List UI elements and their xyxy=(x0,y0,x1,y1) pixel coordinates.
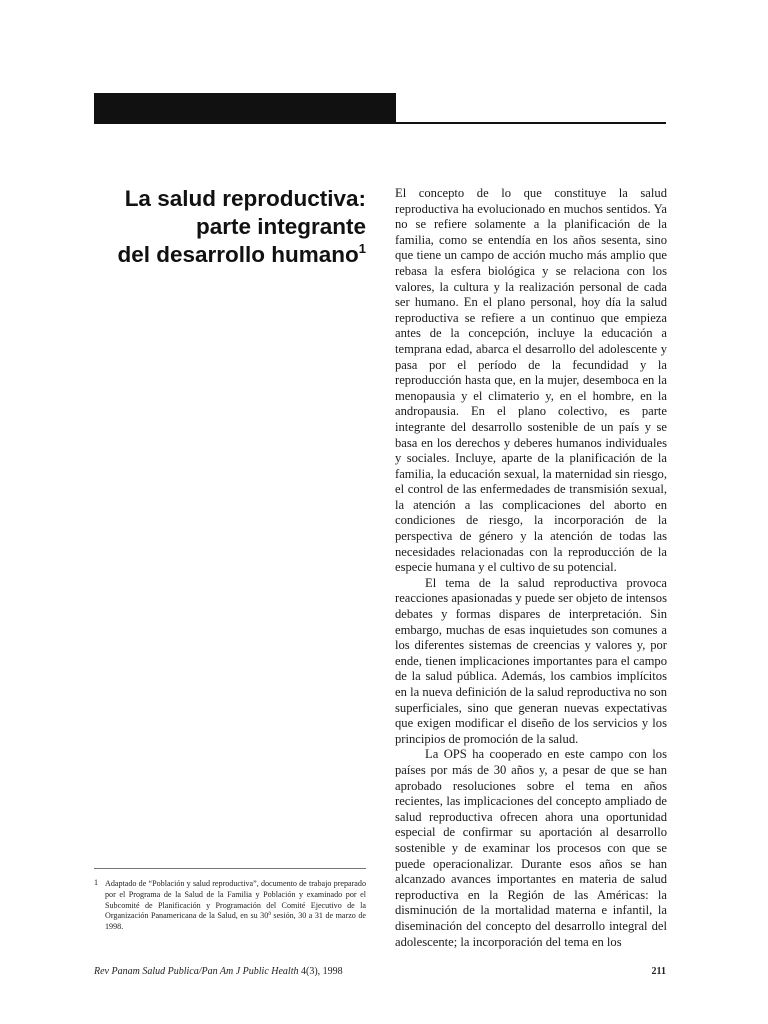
journal-citation xyxy=(94,966,343,977)
footnote-ordinal: a xyxy=(268,910,271,917)
header-rule xyxy=(94,122,666,124)
footnote-text-main: Adaptado de “Población y salud reproductiva”, documento de trabajo preparado por el Programa de la Salud de la Familia y Población y examinado por el Subcomité de Planificación y Programación del Comité Ejecutivo de la Organización Panamericana de la Salud, en su 30 xyxy=(105,879,366,921)
journal-volume: 4(3), 1998 xyxy=(298,966,343,977)
journal-name: Rev Panam Salud Publica/Pan Am J Public Health xyxy=(94,966,299,977)
footnote xyxy=(94,879,366,933)
page-number: 211 xyxy=(651,966,666,977)
title-line-1: La salud reproductiva: xyxy=(124,186,366,211)
header-black-bar xyxy=(94,93,396,124)
title-line-2: parte integrante xyxy=(195,214,366,239)
footnote-text xyxy=(105,879,366,933)
footnote-rule xyxy=(94,868,366,869)
body-paragraph-2: El tema de la salud reproductiva provoca reacciones apasionadas y puede ser objeto de intensos debates y formas dispares de interpretación. Sin embargo, muchas de esas inquietudes son comunes a los diferentes sistemas de creencias y valores y, por ende, tienen implicaciones importantes para el campo de la salud pública. Además, los cambios implícitos en la nueva definición de la salud reproductiva no son superficiales, sino que generan nuevas expectativas que exigen modificar el diseño de los servicios y los principios de promoción de la salud. xyxy=(395,575,667,746)
title-line-3 xyxy=(90,241,366,269)
title-line-3-text: del desarrollo humano xyxy=(117,242,359,267)
article-title xyxy=(90,185,366,269)
body-paragraph-3: La OPS ha cooperado en este campo con los países por más de 30 años y, a pesar de que se han aprobado resoluciones sobre el tema en años recientes, las implicaciones del concepto ampliado de salud reproductiva ofrecen ahora una oportunidad especial de confirmar su aportación al desarrollo sostenible y de examinar los procesos con que se puede operacionalizar. Durante esos años se han alcanzado avances importantes en materia de salud reproductiva en la Región de las Américas: la disminución de la mortalidad materna e infantil, la diseminación del concepto del desarrollo integral del adolescente; la incorporación del tema en los xyxy=(395,747,667,949)
title-footnote-ref[interactable]: 1 xyxy=(358,241,366,256)
body-column xyxy=(395,186,667,950)
footnote-text-end: sesión, 30 a 31 de marzo de 1998. xyxy=(105,911,366,932)
footnote-marker: 1 xyxy=(94,878,99,887)
body-paragraph-1: El concepto de lo que constituye la salud reproductiva ha evolucionado en muchos sentidos. Ya no se refiere solamente a la planificación de la familia, como se entendía en los años sesenta, sino que tiene un campo de acción mucho más amplio que rebasa la esfera biológica y se relaciona con los valores, la cultura y la realización personal de cada ser humano. En el plano personal, hoy día la salud reproductiva se refiere a un continuo que empieza antes de la concepción, incluye la educación a temprana edad, abarca el desarrollo del adolescente y pasa por el período de la fecundidad y la reproducción hasta que, en la mujer, desemboca en la menopausia y el climaterio y, en el hombre, en la andropausia. En el plano colectivo, es parte integrante del desarrollo sostenible de un país y se basa en los derechos y deberes humanos individuales y sociales. Incluye, aparte de la planificación de la familia, la educación sexual, la maternidad sin riesgo, el control de las enfermedades de transmisión sexual, la atención a las complicaciones del aborto en condiciones de riesgo, la incorporación de la perspectiva de género y la atención de todas las necesidades relacionadas con la reproducción de la especie humana y el cultivo de su potencial. xyxy=(395,186,667,575)
